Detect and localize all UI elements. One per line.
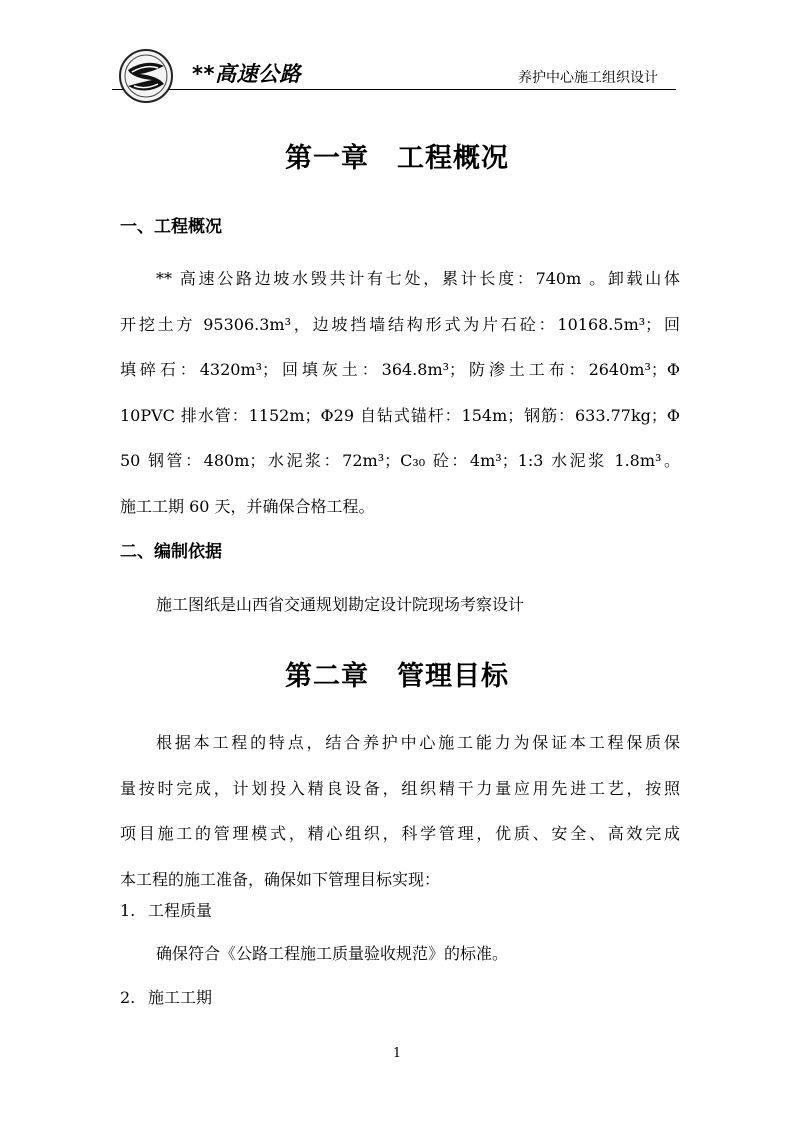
header-subtitle: 养护中心施工组织设计 xyxy=(518,70,658,86)
page-header xyxy=(112,44,676,90)
header-title: **高速公路 xyxy=(192,62,301,86)
list-label: 工程质量 xyxy=(148,901,213,920)
list-item-quality xyxy=(120,898,212,921)
chapter-2-paragraph xyxy=(120,720,680,902)
paragraph-line: 50 钢管：480m；水泥浆：72m³；C₃₀ 砼：4m³；1:3 水泥浆 1.8m³。 xyxy=(120,451,680,470)
section-1-paragraph xyxy=(120,256,680,529)
highway-s-logo-icon xyxy=(118,48,174,104)
paragraph-line: 开挖土方 95306.3m³，边坡挡墙结构形式为片石砼：10168.5m³；回 xyxy=(120,314,680,334)
list-item-schedule xyxy=(120,985,212,1008)
page-number: 1 xyxy=(392,1046,402,1061)
paragraph-line: 10PVC 排水管：1152m；Φ29 自钻式锚杆：154m；钢筋：633.77kg；Φ xyxy=(120,405,680,425)
list-number: 2. xyxy=(120,988,136,1007)
paragraph-line: 施工图纸是山西省交通规划勘定设计院现场考察设计 xyxy=(156,595,525,614)
paragraph-line: 施工工期 60 天，并确保合格工程。 xyxy=(120,496,375,516)
chapter-1-title: 第一章 工程概况 xyxy=(285,143,509,174)
list-number: 1. xyxy=(120,901,136,920)
section-1-heading: 一、工程概况 xyxy=(120,217,222,237)
paragraph-line: ** 高速公路边坡水毁共计有七处，累计长度：740m 。卸载山体 xyxy=(156,269,680,288)
section-2-paragraph xyxy=(120,582,680,628)
section-2-heading: 二、编制依据 xyxy=(120,542,222,562)
paragraph-line: 填碎石：4320m³；回填灰土：364.8m³；防渗土工布：2640m³；Φ xyxy=(120,360,680,379)
chapter-2-title: 第二章 管理目标 xyxy=(285,661,509,692)
list-item-quality-text: 确保符合《公路工程施工质量验收规范》的标准。 xyxy=(156,944,509,963)
list-label: 施工工期 xyxy=(148,988,213,1007)
paragraph-line: 根据本工程的特点，结合养护中心施工能力为保证本工程保质保 xyxy=(156,733,680,752)
paragraph-line: 本工程的施工准备，确保如下管理目标实现： xyxy=(120,869,441,889)
paragraph-line: 量按时完成，计划投入精良设备，组织精干力量应用先进工艺，按照 xyxy=(120,778,680,798)
paragraph-line: 项目施工的管理模式，精心组织，科学管理，优质、安全、高效完成 xyxy=(120,824,680,843)
